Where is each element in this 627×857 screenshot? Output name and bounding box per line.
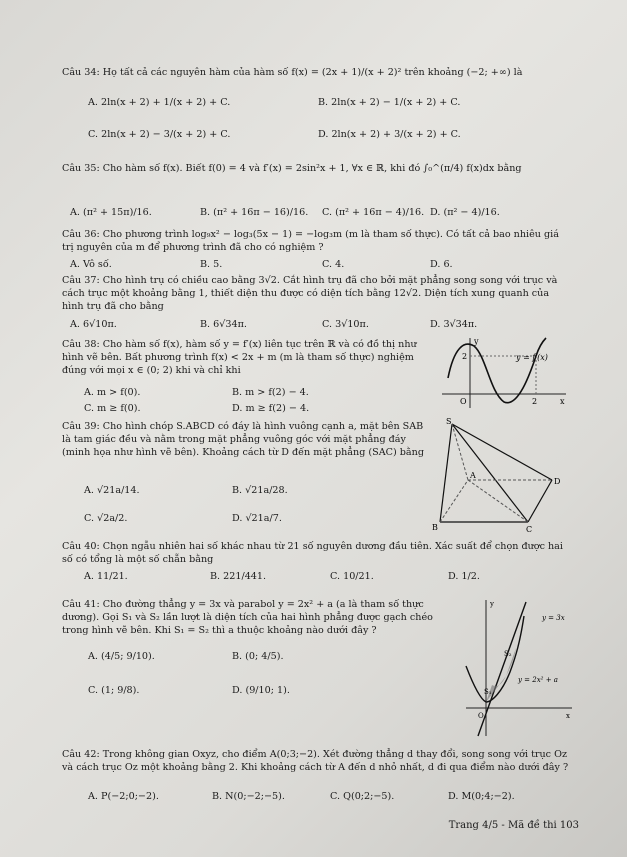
q36-option-a: A. Vô số.: [70, 259, 112, 270]
figure-41-parabola: [462, 596, 576, 740]
fig41-label-line: y = 3x: [542, 614, 565, 622]
question-40: Câu 40: Chọn ngẫu nhiên hai số khác nhau từ 21 số nguyên dương đầu tiên. Xác suất để chọn được hai số có tổng là một số chẵn bằng: [62, 541, 563, 565]
fig41-label-y: y: [490, 600, 494, 608]
q40-option-a: A. 11/21.: [84, 571, 128, 582]
q36-option-c: C. 4.: [322, 259, 345, 270]
fig39-label-d: D: [554, 477, 561, 486]
q42-option-c: C. Q(0;2;−5).: [330, 791, 395, 802]
figure-38-derivative-graph: [440, 334, 570, 410]
q42-option-a: A. P(−2;0;−2).: [88, 791, 159, 802]
fig41-label-origin: O: [478, 712, 484, 720]
q37-option-c: C. 3√10π.: [322, 319, 369, 330]
q42-option-b: B. N(0;−2;−5).: [212, 791, 285, 802]
q40-option-b: B. 221/441.: [210, 571, 267, 582]
question-37: Câu 37: Cho hình trụ có chiều cao bằng 3√2. Cắt hình trụ đã cho bởi mặt phẳng song song với trục và cách trục một khoảng bằng 1, thiết diện thu được có diện tích bằng 12√2. Diện tích xung quanh của hình trụ đã cho bằng: [62, 275, 558, 312]
q41-option-a: A. (4/5; 9/10).: [88, 651, 155, 662]
q39-option-a: A. √21a/14.: [84, 485, 140, 496]
q34-option-a: A. 2ln(x + 2) + 1/(x + 2) + C.: [88, 97, 231, 108]
fig39-label-a: A: [470, 471, 476, 480]
fig39-edge-cd: [528, 480, 552, 522]
figure-39-pyramid: [432, 418, 572, 534]
q41-option-c: C. (1; 9/8).: [88, 685, 140, 696]
q38-option-c: C. m ≥ f(0).: [84, 403, 141, 414]
fig38-label-y: y: [474, 337, 479, 346]
fig38-curve: [448, 338, 546, 403]
q42-option-d: D. M(0;4;−2).: [448, 791, 515, 802]
q38-option-b: B. m > f(2) − 4.: [232, 387, 309, 398]
question-41: Câu 41: Cho đường thẳng y = 3x và parabol y = 2x² + a (a là tham số thực dương). Gọi S₁ và S₂ lần lượt là diện tích của hai hình phẳng được gạch chéo trong hình vẽ bên. Khi S₁ = S₂ thì a thuộc khoảng nào dưới đây ?: [62, 599, 433, 636]
q36-option-b: B. 5.: [200, 259, 223, 270]
question-34: Câu 34: Họ tất cả các nguyên hàm của hàm số f(x) = (2x + 1)/(x + 2)² trên khoảng (−2; +∞) là: [62, 67, 523, 78]
fig38-label-origin: O: [460, 397, 467, 406]
fig39-label-b: B: [432, 523, 438, 532]
q34-option-d: D. 2ln(x + 2) + 3/(x + 2) + C.: [318, 129, 461, 140]
q41-option-d: D. (9/10; 1).: [232, 685, 290, 696]
page-footer: Trang 4/5 - Mã đề thi 103: [448, 820, 579, 831]
q39-option-c: C. √2a/2.: [84, 513, 128, 524]
fig39-label-s: S: [446, 418, 452, 426]
fig41-label-s1: S₁: [484, 688, 492, 696]
q37-option-d: D. 3√34π.: [430, 319, 478, 330]
q34-option-b: B. 2ln(x + 2) − 1/(x + 2) + C.: [318, 97, 461, 108]
question-42: Câu 42: Trong không gian Oxyz, cho điểm A(0;3;−2). Xét đường thẳng d thay đổi, song song với trục Oz và cách trục Oz một khoảng bằng 2. Khi khoảng cách từ A đến d nhỏ nhất, d đi qua điểm nào dưới đây ?: [62, 749, 569, 773]
fig38-label-x: x: [560, 397, 565, 406]
fig38-label-fn: y = f′(x): [516, 353, 548, 362]
fig38-label-2x: 2: [532, 397, 538, 406]
fig41-line: [478, 602, 526, 736]
q35-option-b: B. (π² + 16π − 16)/16.: [200, 207, 309, 218]
q35-option-d: D. (π² − 4)/16.: [430, 207, 500, 218]
question-38: Câu 38: Cho hàm số f(x), hàm số y = f′(x) liên tục trên ℝ và có đồ thị như hình vẽ bên. Bất phương trình f(x) < 2x + m (m là tham số thực) nghiệm đúng với mọi x ∈ (0; 2) khi và chỉ khi: [62, 339, 417, 376]
q35-option-c: C. (π² + 16π − 4)/16.: [322, 207, 425, 218]
fig39-label-c: C: [526, 525, 533, 534]
q36-option-d: D. 6.: [430, 259, 453, 270]
question-35: Câu 35: Cho hàm số f(x). Biết f(0) = 4 và f′(x) = 2sin²x + 1, ∀x ∈ ℝ, khi đó ∫₀^(π/4) f(x)dx bằng: [62, 163, 522, 174]
fig39-diagonal-ac: [468, 480, 528, 522]
q37-option-b: B. 6√34π.: [200, 319, 247, 330]
q40-option-d: D. 1/2.: [448, 571, 480, 582]
q35-option-a: A. (π² + 15π)/16.: [70, 207, 152, 218]
fig39-edge-sa: [452, 424, 468, 480]
q40-option-c: C. 10/21.: [330, 571, 374, 582]
fig39-edge-sd: [452, 424, 552, 480]
q37-option-a: A. 6√10π.: [70, 319, 117, 330]
q38-option-d: D. m ≥ f(2) − 4.: [232, 403, 310, 414]
fig41-label-x: x: [566, 712, 570, 720]
fig38-label-2y: 2: [462, 352, 468, 361]
q39-option-d: D. √21a/7.: [232, 513, 282, 524]
q41-option-b: B. (0; 4/5).: [232, 651, 284, 662]
fig39-edge-sc: [452, 424, 528, 522]
fig41-label-parabola: y = 2x² + a: [518, 676, 558, 684]
question-36: Câu 36: Cho phương trình log₉x² − log₃(5x − 1) = −log₃m (m là tham số thực). Có tất cả bao nhiêu giá trị nguyên của m để phương trình đã cho có nghiệm ?: [62, 229, 559, 253]
fig41-label-s2: S₂: [504, 650, 512, 658]
q34-option-c: C. 2ln(x + 2) − 3/(x + 2) + C.: [88, 129, 231, 140]
q38-option-a: A. m > f(0).: [84, 387, 141, 398]
q39-option-b: B. √21a/28.: [232, 485, 288, 496]
question-39: Câu 39: Cho hình chóp S.ABCD có đáy là hình vuông cạnh a, mặt bên SAB là tam giác đều và nằm trong mặt phẳng vuông góc với mặt phẳng đáy (minh họa như hình vẽ bên). Khoảng cách từ D đến mặt phẳng (SAC) bằng: [62, 421, 424, 458]
